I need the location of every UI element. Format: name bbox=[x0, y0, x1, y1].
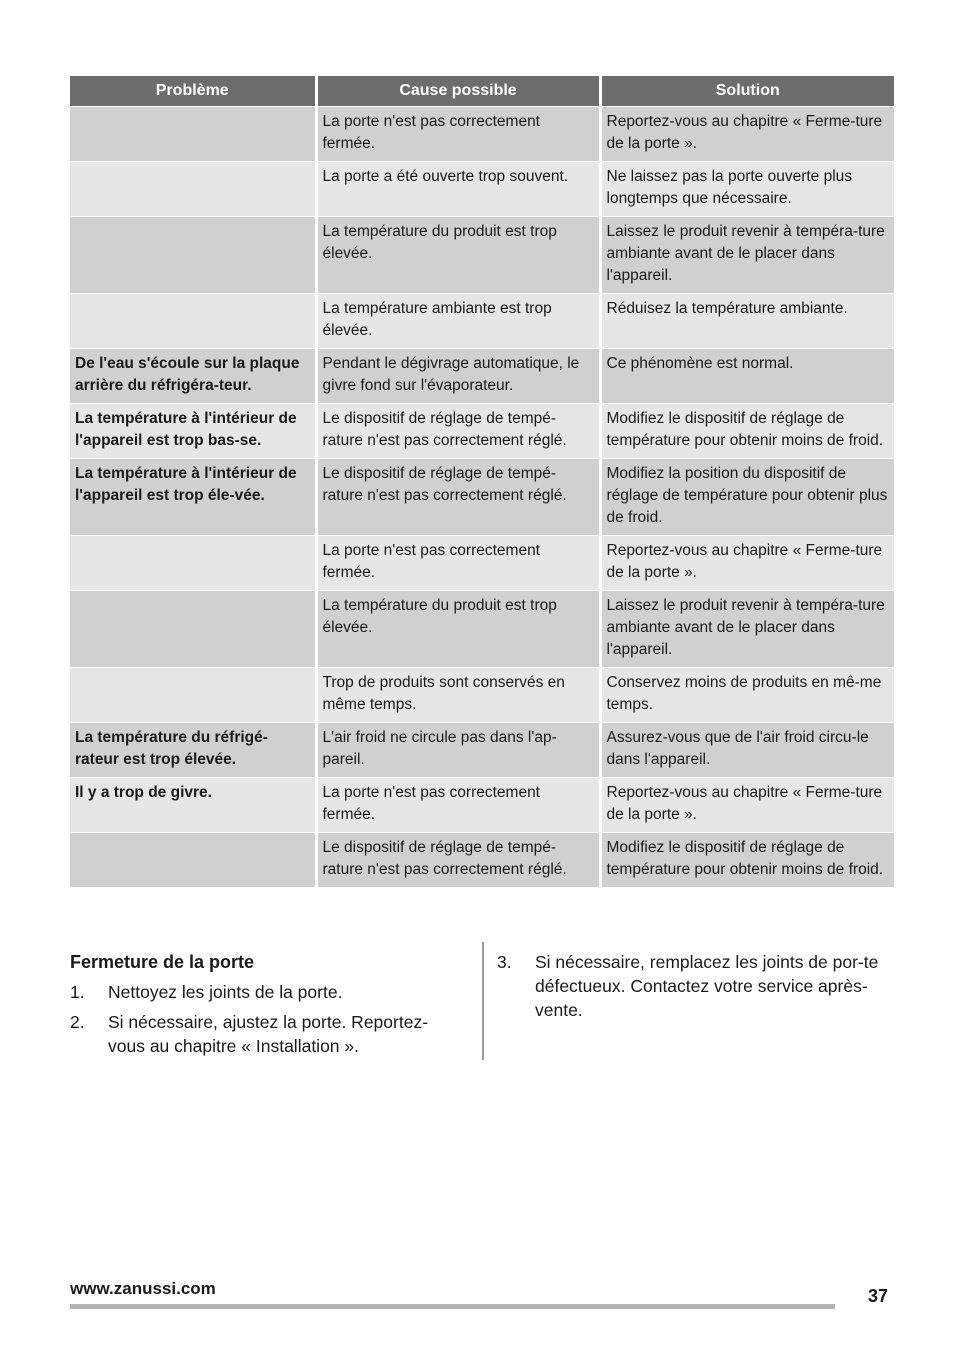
solution-cell: Modifiez le dispositif de réglage de température pour obtenir moins de froid. bbox=[600, 833, 894, 888]
solution-cell: Modifiez le dispositif de réglage de température pour obtenir moins de froid. bbox=[600, 404, 894, 459]
solution-cell: Conservez moins de produits en mê-me temps. bbox=[600, 668, 894, 723]
step-text: Si nécessaire, ajustez la porte. Reportez-vous au chapitre « Installation ». bbox=[108, 1012, 429, 1056]
troubleshooting-table-container bbox=[70, 76, 894, 887]
solution-cell: Réduisez la température ambiante. bbox=[600, 294, 894, 349]
column-divider bbox=[482, 942, 484, 1060]
step-text: Nettoyez les joints de la porte. bbox=[108, 982, 343, 1002]
problem-cell: Il y a trop de givre. bbox=[70, 778, 316, 833]
solution-cell: Reportez-vous au chapitre « Ferme-ture de la porte ». bbox=[600, 778, 894, 833]
solution-cell: Ce phénomène est normal. bbox=[600, 349, 894, 404]
cause-cell: Le dispositif de réglage de tempé-rature n'est pas correctement réglé. bbox=[316, 459, 600, 536]
cause-cell: La température du produit est trop élevée. bbox=[316, 591, 600, 668]
solution-cell: Ne laissez pas la porte ouverte plus longtemps que nécessaire. bbox=[600, 162, 894, 217]
list-item bbox=[70, 1010, 460, 1058]
problem-cell bbox=[70, 536, 316, 591]
list-item bbox=[497, 950, 892, 1022]
table-row bbox=[70, 162, 894, 217]
cause-cell: La température du produit est trop élevée. bbox=[316, 217, 600, 294]
problem-cell bbox=[70, 217, 316, 294]
cause-cell: La porte n'est pas correctement fermée. bbox=[316, 536, 600, 591]
door-closing-section bbox=[70, 950, 460, 1064]
step-number: 3. bbox=[497, 952, 512, 972]
problem-cell: La température à l'intérieur de l'appareil est trop éle-vée. bbox=[70, 459, 316, 536]
cause-cell: La porte a été ouverte trop souvent. bbox=[316, 162, 600, 217]
table-row bbox=[70, 778, 894, 833]
door-closing-section-continued bbox=[497, 950, 892, 1028]
cause-cell: Le dispositif de réglage de tempé-rature n'est pas correctement réglé. bbox=[316, 833, 600, 888]
table-row bbox=[70, 536, 894, 591]
list-item bbox=[70, 980, 460, 1004]
solution-cell: Reportez-vous au chapitre « Ferme-ture de la porte ». bbox=[600, 107, 894, 162]
problem-cell bbox=[70, 162, 316, 217]
problem-cell bbox=[70, 833, 316, 888]
troubleshooting-table bbox=[70, 76, 894, 887]
problem-cell bbox=[70, 294, 316, 349]
table-row bbox=[70, 591, 894, 668]
cause-cell: Trop de produits sont conservés en même temps. bbox=[316, 668, 600, 723]
solution-cell: Laissez le produit revenir à tempéra-ture ambiante avant de le placer dans l'appareil. bbox=[600, 591, 894, 668]
table-row bbox=[70, 404, 894, 459]
solution-cell: Modifiez la position du dispositif de réglage de température pour obtenir plus de froid. bbox=[600, 459, 894, 536]
cause-cell: Le dispositif de réglage de tempé-rature n'est pas correctement réglé. bbox=[316, 404, 600, 459]
cause-cell: La température ambiante est trop élevée. bbox=[316, 294, 600, 349]
cause-cell: Pendant le dégivrage automatique, le givre fond sur l'évaporateur. bbox=[316, 349, 600, 404]
header-problem: Problème bbox=[70, 76, 316, 107]
cause-cell: La porte n'est pas correctement fermée. bbox=[316, 778, 600, 833]
cause-cell: La porte n'est pas correctement fermée. bbox=[316, 107, 600, 162]
table-row bbox=[70, 349, 894, 404]
problem-cell: La température du réfrigé-rateur est trop élevée. bbox=[70, 723, 316, 778]
problem-cell: De l'eau s'écoule sur la plaque arrière du réfrigéra-teur. bbox=[70, 349, 316, 404]
steps-list bbox=[70, 980, 460, 1058]
step-number: 2. bbox=[70, 1012, 85, 1032]
steps-list-continued bbox=[497, 950, 892, 1022]
table-header-row bbox=[70, 76, 894, 107]
header-cause: Cause possible bbox=[316, 76, 600, 107]
table-row bbox=[70, 217, 894, 294]
problem-cell bbox=[70, 107, 316, 162]
table-row bbox=[70, 668, 894, 723]
solution-cell: Laissez le produit revenir à tempéra-ture ambiante avant de le placer dans l'appareil. bbox=[600, 217, 894, 294]
step-number: 1. bbox=[70, 982, 85, 1002]
section-title: Fermeture de la porte bbox=[70, 952, 255, 972]
solution-cell: Assurez-vous que de l'air froid circu-le dans l'appareil. bbox=[600, 723, 894, 778]
cause-cell: L'air froid ne circule pas dans l'ap-pareil. bbox=[316, 723, 600, 778]
problem-cell bbox=[70, 591, 316, 668]
problem-cell: La température à l'intérieur de l'appareil est trop bas-se. bbox=[70, 404, 316, 459]
solution-cell: Reportez-vous au chapitre « Ferme-ture de la porte ». bbox=[600, 536, 894, 591]
header-solution: Solution bbox=[600, 76, 894, 107]
table-row bbox=[70, 294, 894, 349]
footer-bar bbox=[70, 1304, 835, 1309]
page-number: 37 bbox=[868, 1286, 889, 1306]
website-link[interactable]: www.zanussi.com bbox=[70, 1279, 216, 1298]
table-row bbox=[70, 833, 894, 888]
problem-cell bbox=[70, 668, 316, 723]
table-row bbox=[70, 723, 894, 778]
table-row bbox=[70, 459, 894, 536]
table-row bbox=[70, 107, 894, 162]
step-text: Si nécessaire, remplacez les joints de por-te défectueux. Contactez votre service après-vente. bbox=[535, 952, 879, 1020]
